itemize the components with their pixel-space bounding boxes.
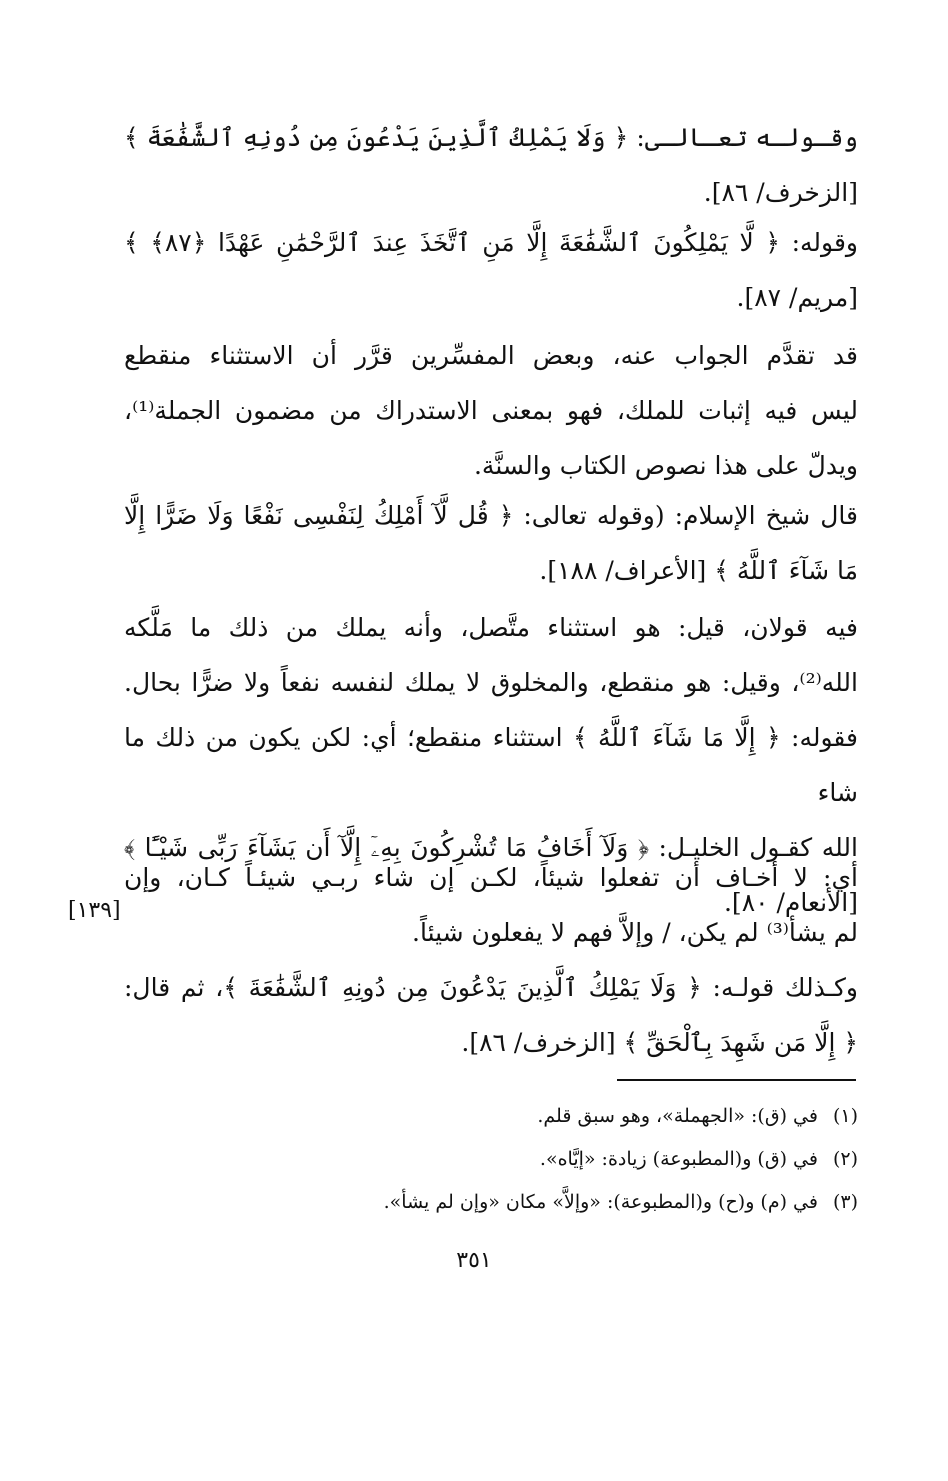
margin-page-reference: [١٣٩] bbox=[68, 898, 121, 923]
paragraph bbox=[124, 328, 858, 493]
footnotes bbox=[124, 1095, 858, 1224]
footnote-2 bbox=[124, 1138, 858, 1181]
text-line: أي: لا أخـاف أن تفعلوا شيئاً، لكـن إن شاء ربـي شيئـاً كـان، وإن bbox=[124, 863, 858, 892]
paragraph bbox=[124, 215, 858, 325]
text-line: الله كقـول الخليـل: ﴿ وَلَآ أَخَافُ مَا تُشْرِكُونَ بِهِۦٓ إِلَّآ أَن يَشَآءَ رَبِّى شَيْـًٔا ﴾ bbox=[124, 833, 858, 862]
text-line: ليس فيه إثبات للملك، فهو بمعنى الاستدراك من مضمون الجملة⁽¹⁾، bbox=[124, 396, 858, 425]
page-number: ٣٥١ bbox=[456, 1248, 492, 1273]
text-line: قد تقدَّم الجواب عنه، وبعض المفسِّرين قرَّر أن الاستثناء منقطع bbox=[124, 341, 858, 370]
text-line: ﴿ إِلَّا مَن شَهِدَ بِٱلْحَقِّ ﴾ [الزخرف/ ٨٦]. bbox=[461, 1028, 858, 1057]
text-line: لم يشأ⁽³⁾ لم يكن، / وإلاَّ فهم لا يفعلون شيئاً. bbox=[412, 918, 858, 947]
footnote-separator bbox=[617, 1079, 856, 1081]
text-line: [مريم/ ٨٧]. bbox=[736, 283, 858, 312]
footnote-number: (٢) bbox=[832, 1148, 858, 1170]
text-line: وكـذلك قولـه: ﴿ وَلَا يَمْلِكُ ٱلَّذِينَ يَدْعُونَ مِن دُونِهِ ٱلشَّفَٰعَةَ ﴾، ثم قال: bbox=[124, 973, 858, 1002]
text-line: الله⁽²⁾، وقيل: هو منقطع، والمخلوق لا يملك لنفسه نفعاً ولا ضرًّا بحال. bbox=[124, 668, 858, 697]
text-line: وقوله: ﴿ لَّا يَمْلِكُونَ ٱلشَّفَٰعَةَ إِلَّا مَنِ ٱتَّخَذَ عِندَ ٱلرَّحْمَٰنِ عَهْدًا ﴿٨٧﴾ ﴾ bbox=[124, 228, 858, 257]
paragraph bbox=[124, 850, 858, 960]
text-line: ويدلّ على هذا نصوص الكتاب والسنَّة. bbox=[473, 451, 858, 480]
paragraph bbox=[124, 110, 858, 220]
footnote-text: في (ق): «الجهملة»، وهو سبق قلم. bbox=[537, 1105, 818, 1127]
paragraph bbox=[124, 960, 858, 1070]
footnote-text: في (م) و(ح) و(المطبوعة): «وإلاَّ» مكان «وإن لم يشأ». bbox=[383, 1191, 818, 1213]
footnote-number: (١) bbox=[832, 1105, 858, 1127]
text-line: قال شيخ الإسلام: (وقوله تعالى: ﴿ قُل لَّآ أَمْلِكُ لِنَفْسِى نَفْعًا وَلَا ضَرًّا إِلَّا bbox=[124, 501, 858, 530]
text-line: [الزخرف/ ٨٦]. bbox=[703, 178, 858, 207]
text-line: وقـولـه تعـالـى: ﴿ وَلَا يَمْلِكُ ٱلَّذِينَ يَدْعُونَ مِن دُونِهِ ٱلشَّفَٰعَةَ ﴾ bbox=[124, 123, 858, 152]
footnote-number: (٣) bbox=[832, 1191, 858, 1213]
text-line: فيه قولان، قيل: هو استثناء متَّصل، وأنه يملك من ذلك ما مَلَّكه bbox=[124, 613, 858, 642]
text-line: [الأنعام/ ٨٠]. bbox=[723, 888, 858, 917]
footnote-text: في (ق) و(المطبوعة) زيادة: «إيَّاه». bbox=[539, 1148, 818, 1170]
text-line: مَا شَآءَ ٱللَّهُ ﴾ [الأعراف/ ١٨٨]. bbox=[539, 556, 858, 585]
text-line: فقوله: ﴿ إِلَّا مَا شَآءَ ٱللَّهُ ﴾ استثناء منقطع؛ أي: لكن يكون من ذلك ما شاء bbox=[124, 723, 858, 807]
footnote-1 bbox=[124, 1095, 858, 1138]
paragraph bbox=[124, 488, 858, 598]
footnote-3 bbox=[124, 1181, 858, 1224]
